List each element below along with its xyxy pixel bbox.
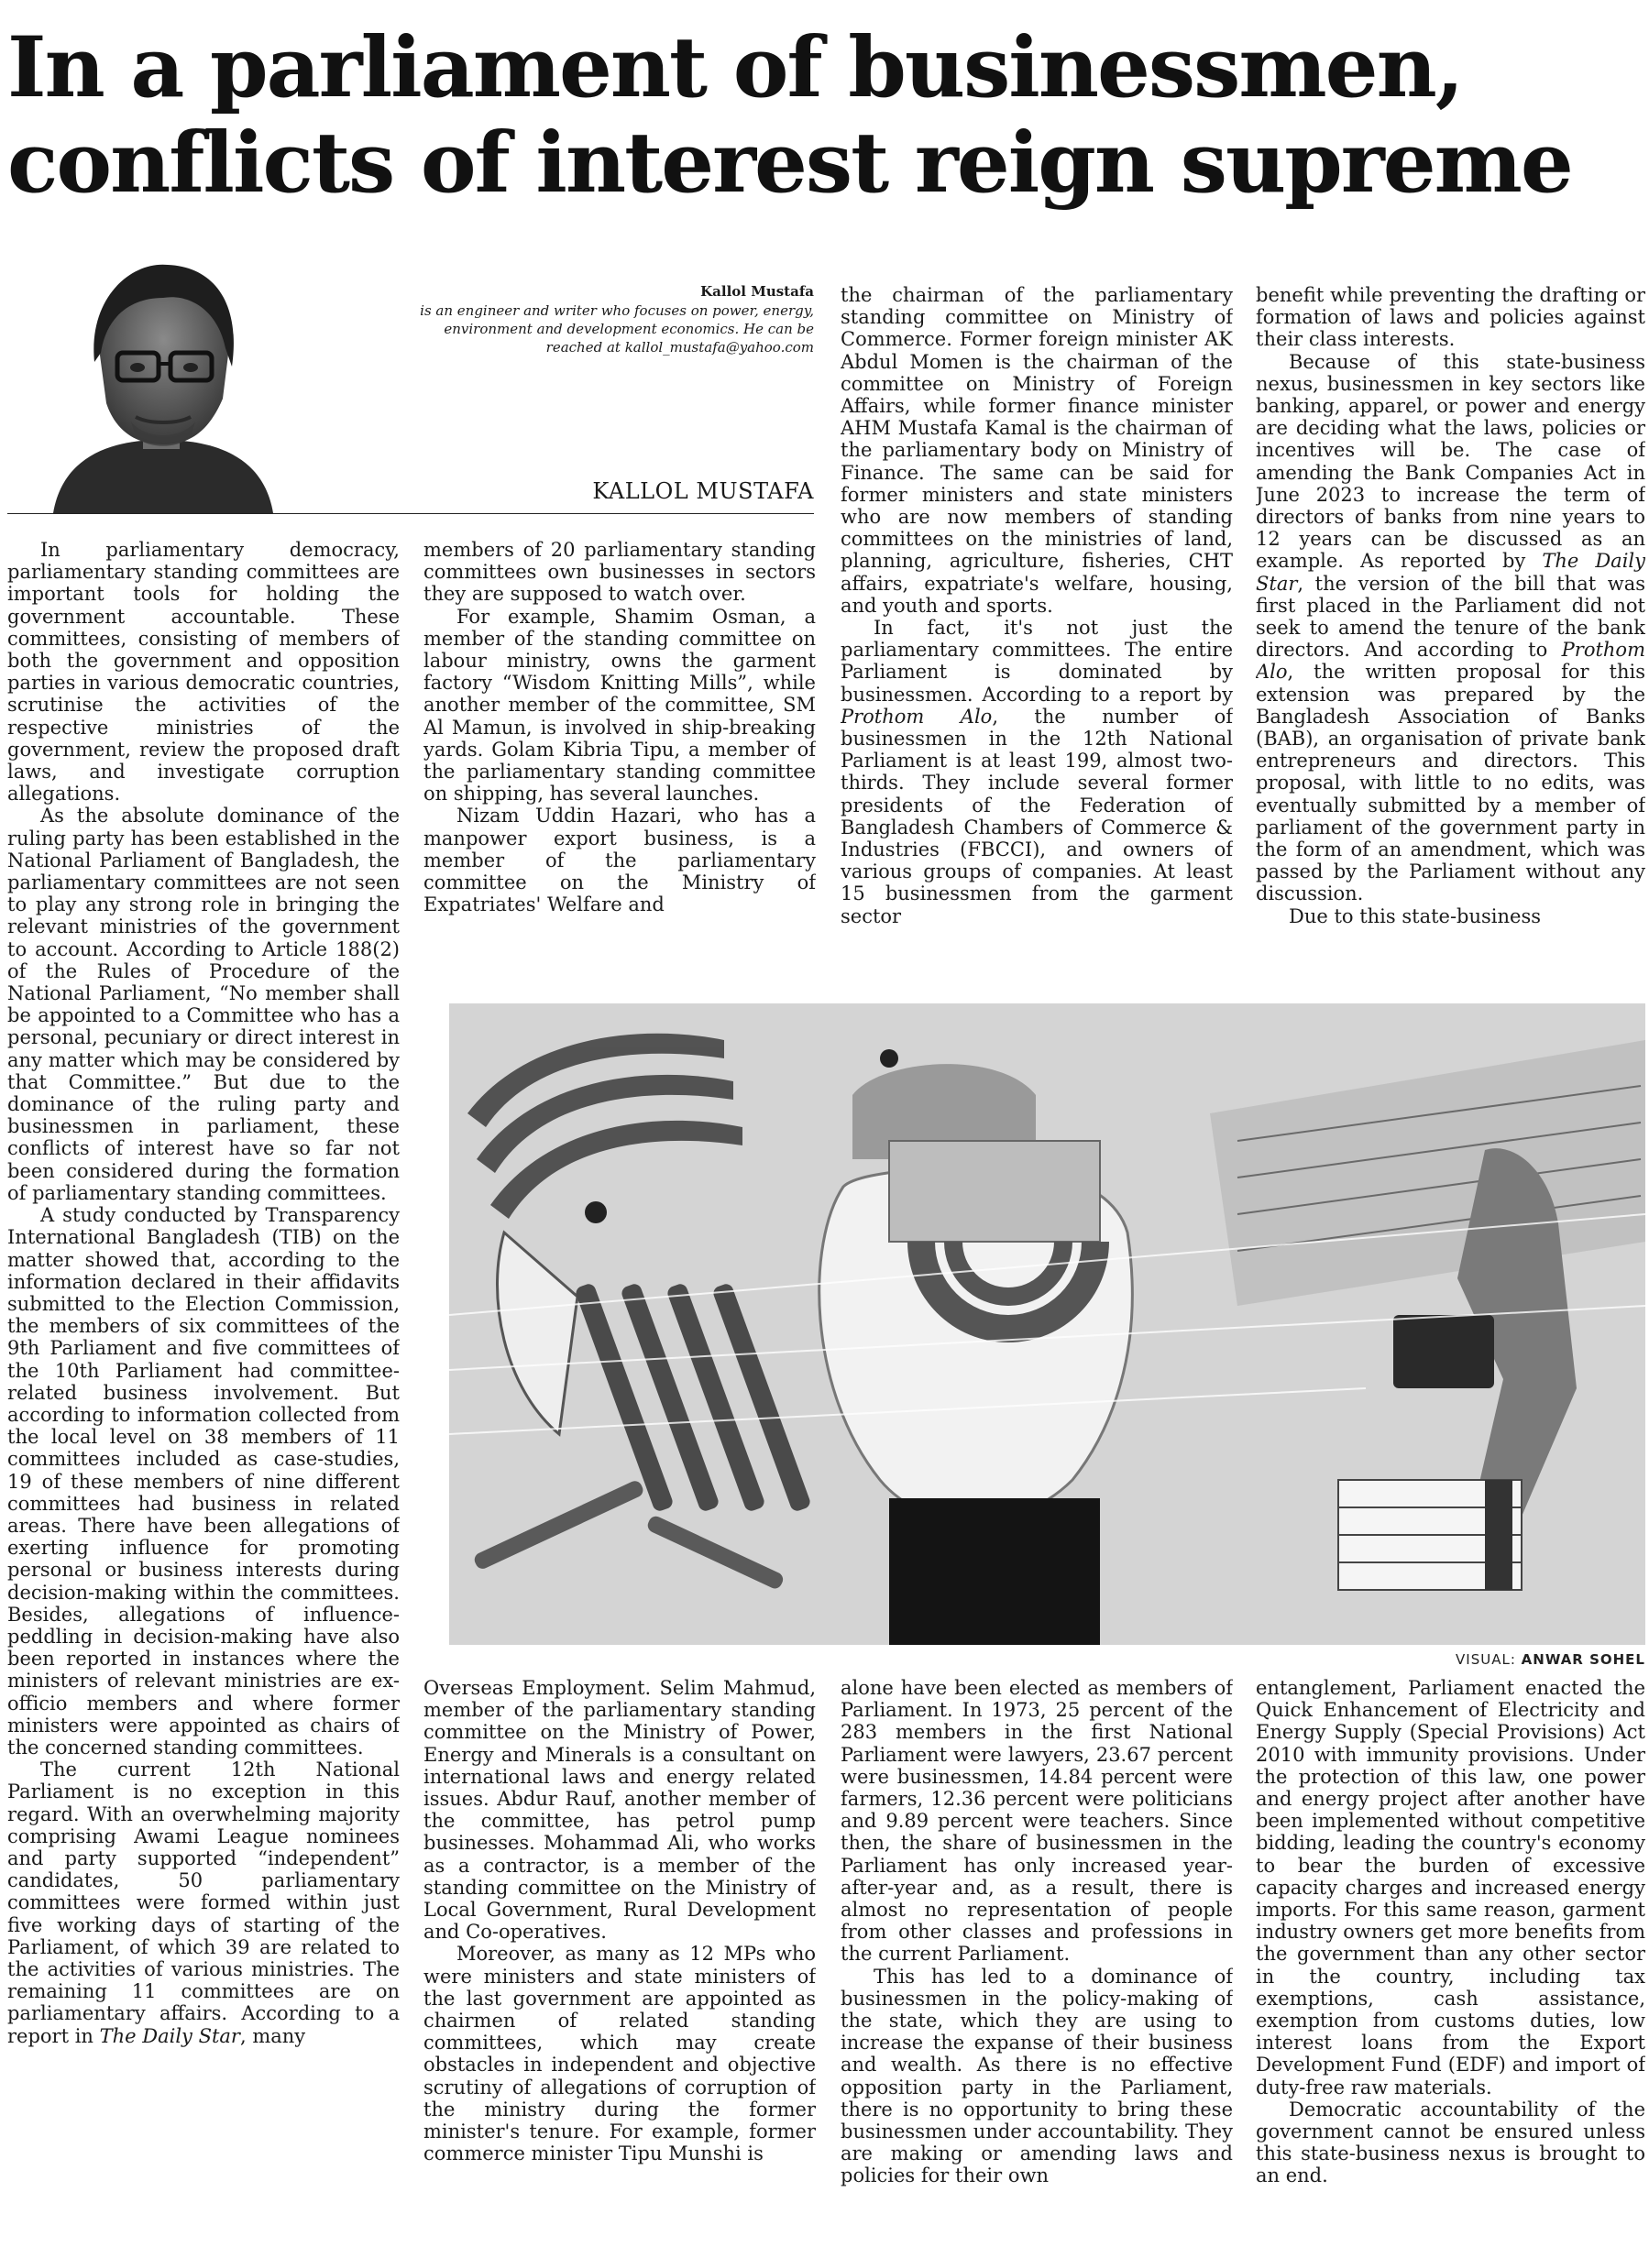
paragraph: As the absolute dominance of the ruling party has been established in the National Parliament of Bangladesh, the parliamentary committees are not seen to play any strong role in bringing the relevant ministries of the government to account. According to Article 188(2) of the Rules of Procedure of the National Parliament, “No member shall be appointed to a Committee who has a personal, pecuniary or direct interest in any matter which may be considered by that Committee.” But due to the dominance of the ruling party and businessmen in parliament, these conflicts of interest have so far not been considered during the formation of parliamentary standing committees. (7, 805, 400, 1204)
column-2-top (423, 539, 816, 988)
headline-line-2: conflicts of interest reign supreme (7, 115, 1572, 212)
paragraph: Moreover, as many as 12 MPs who were ministers and state ministers of the last government are appointed as chairmen of related standing committees, which may create obstacles in independent and objective scrutiny of allegations of corruption of the ministry during the former minister's tenure. For example, former commerce minister Tipu Munshi is (423, 1943, 816, 2165)
author-name-small: Kallol Mustafa (700, 283, 814, 300)
paragraph: Due to this state-business (1289, 904, 1542, 927)
paragraph: In fact, it's not just the parliamentary committees. The entire Parliament is dominated by businessmen. According to a report by Prothom Alo, the number of businessmen in the 12th National Parliament is at least 199, almost two-thirds. They include several former presidents of the Federation of Bangladesh Chambers of Commerce & Industries (FBCCI), and owners of various groups of companies. At least 15 businessmen from the garment sector (841, 617, 1233, 927)
paragraph: This has led to a dominance of businessmen in the policy-making of the state, which they are using to increase the expanse of their business and wealth. As there is no effective opposition party in the Parliament, there is no opportunity to bring these businessmen under accountability. They are making or amending laws and policies for their own (841, 1965, 1233, 2187)
headline-line-1: In a parliament of businessmen, (7, 19, 1463, 116)
column-2-bottom (423, 1677, 816, 2263)
paragraph: entanglement, Parliament enacted the Quick Enhancement of Electricity and Energy Supply (Special Provisions) Act 2010 with immunity provisions. Under the protection of this law, one power and energy project after another have been implemented without competitive bidding, leading the country's economy to bear the burden of excessive capacity charges and increased energy imports. For this same reason, garment industry owners get more benefits from the government than any other sector in the country, including tax exemptions, cash assistance, exemption from customs duties, low interest loans from the Export Development Fund (EDF) and import of duty-free raw materials. (1256, 1677, 1645, 2098)
column-4-top (1256, 284, 1645, 990)
illustration-credit: VISUAL: ANWAR SOHEL (1456, 1651, 1645, 1668)
paragraph: A study conducted by Transparency International Bangladesh (TIB) on the matter showed that, according to the information declared in their affidavits submitted to the Election Commission, the members of six committees of the 9th Parliament and five committees of the 10th Parliament had committee-related business involvement. But according to information collected from the local level on 38 members of 11 committees included as case-studies, 19 of these members of nine different committees had business in related areas. There have been allegations of exerting influence for promoting personal or business interests during decision-making within the committees. Besides, allegations of influence-peddling in decision-making have also been reported in instances where the ministers of relevant ministries are ex-officio members and where former ministers were appointed as chairs of the concerned standing committees. (7, 1204, 400, 1759)
paragraph: Overseas Employment. Selim Mahmud, member of the parliamentary standing committee on the Ministry of Power, Energy and Minerals is a consultant on international laws and energy related issues. Abdur Rauf, another member of the committee, has petrol pump businesses. Mohammad Ali, who works as a contractor, is a member of the standing committee on the Ministry of Local Government, Rural Development and Co-operatives. (423, 1677, 816, 1944)
author-byline: KALLOL MUSTAFA (592, 478, 814, 504)
author-byline-box (7, 261, 814, 514)
paragraph: Nizam Uddin Hazari, who has a manpower export business, is a member of the parliamentary committee on the Ministry of Expatriates' Welfare and (423, 805, 816, 916)
paragraph: Democratic accountability of the government cannot be ensured unless this state-business nexus is brought to an end. (1256, 2098, 1645, 2187)
paragraph: alone have been elected as members of Parliament. In 1973, 25 percent of the 283 members in the first National Parliament were lawyers, 23.67 percent were businessmen, 14.84 percent were farmers, 12.36 percent were politicians and 9.89 percent were teachers. Since then, the share of businessmen in the Parliament has only increased year-after-year and, as a result, there is almost no representation of people from other classes and professions in the current Parliament. (841, 1677, 1233, 1966)
headline (7, 20, 1648, 211)
paragraph: benefit while preventing the drafting or formation of laws and policies against their class interests. (1256, 284, 1645, 351)
paragraph: members of 20 parliamentary standing committees own businesses in sectors they are supposed to watch over. (423, 539, 816, 606)
column-1 (7, 539, 400, 2262)
column-4-bottom (1256, 1677, 1645, 2263)
paragraph: Because of this state-business nexus, businessmen in key sectors like banking, apparel, or power and energy are deciding what the laws, policies or incentives will be. The case of amending the Bank Companies Act in June 2023 to increase the term of directors of banks from nine years to 12 years can be discussed as an example. As reported by The Daily Star, the version of the bill that was first placed in the Parliament did not seek to amend the tenure of the bank directors. And according to Prothom Alo, the written proposal for this extension was prepared by the Bangladesh Association of Banks (BAB), an organisation of private bank entrepreneurs and directors. This proposal, with little to no edits, was eventually submitted by a member of parliament of the government party in the form of an amendment, which was passed by the Parliament without any discussion. (1256, 350, 1645, 905)
illustration (449, 1003, 1645, 1645)
paragraph: The current 12th National Parliament is no exception in this regard. With an overwhelming majority comprising Awami League nominees and party supported “independent” candidates, 50 parliamentary committees were formed within just five working days of starting of the Parliament, of which 39 are related to the activities of various ministries. The remaining 11 committees are on parliamentary affairs. According to a report in The Daily Star, many (7, 1759, 400, 2047)
paragraph: In parliamentary democracy, parliamentary standing committees are important tools for holding the government accountable. These committees, consisting of members of both the government and opposition parties in various democratic countries, scrutinise the activities of the respective ministries of the government, review the proposed draft laws, and investigate corruption allegations. (7, 539, 400, 805)
paragraph: For example, Shamim Osman, a member of the standing committee on labour ministry, owns the garment factory “Wisdom Knitting Mills”, while another member of the committee, SM Al Mamun, is involved in ship-breaking yards. Golam Kibria Tipu, a member of the parliamentary standing committee on shipping, has several launches. (423, 605, 816, 805)
paragraph: the chairman of the parliamentary standing committee on Ministry of Commerce. Former foreign minister AK Abdul Momen is the chairman of the committee on Ministry of Foreign Affairs, while former finance minister AHM Mustafa Kamal is the chairman of the parliamentary body on Ministry of Finance. The same can be said for former ministers and state ministers who are now members of standing committees on the ministries of land, planning, agriculture, fisheries, CHT affairs, expatriate's welfare, housing, and youth and sports. (841, 284, 1233, 617)
column-3-top (841, 284, 1233, 990)
author-bio: is an engineer and writer who focuses on power, energy, environment and development economics. He can be reached at kallol_mustafa@yahoo.com (420, 302, 814, 356)
author-portrait (44, 261, 282, 513)
column-3-bottom (841, 1677, 1233, 2263)
parliament-illustration (449, 1003, 1645, 1645)
